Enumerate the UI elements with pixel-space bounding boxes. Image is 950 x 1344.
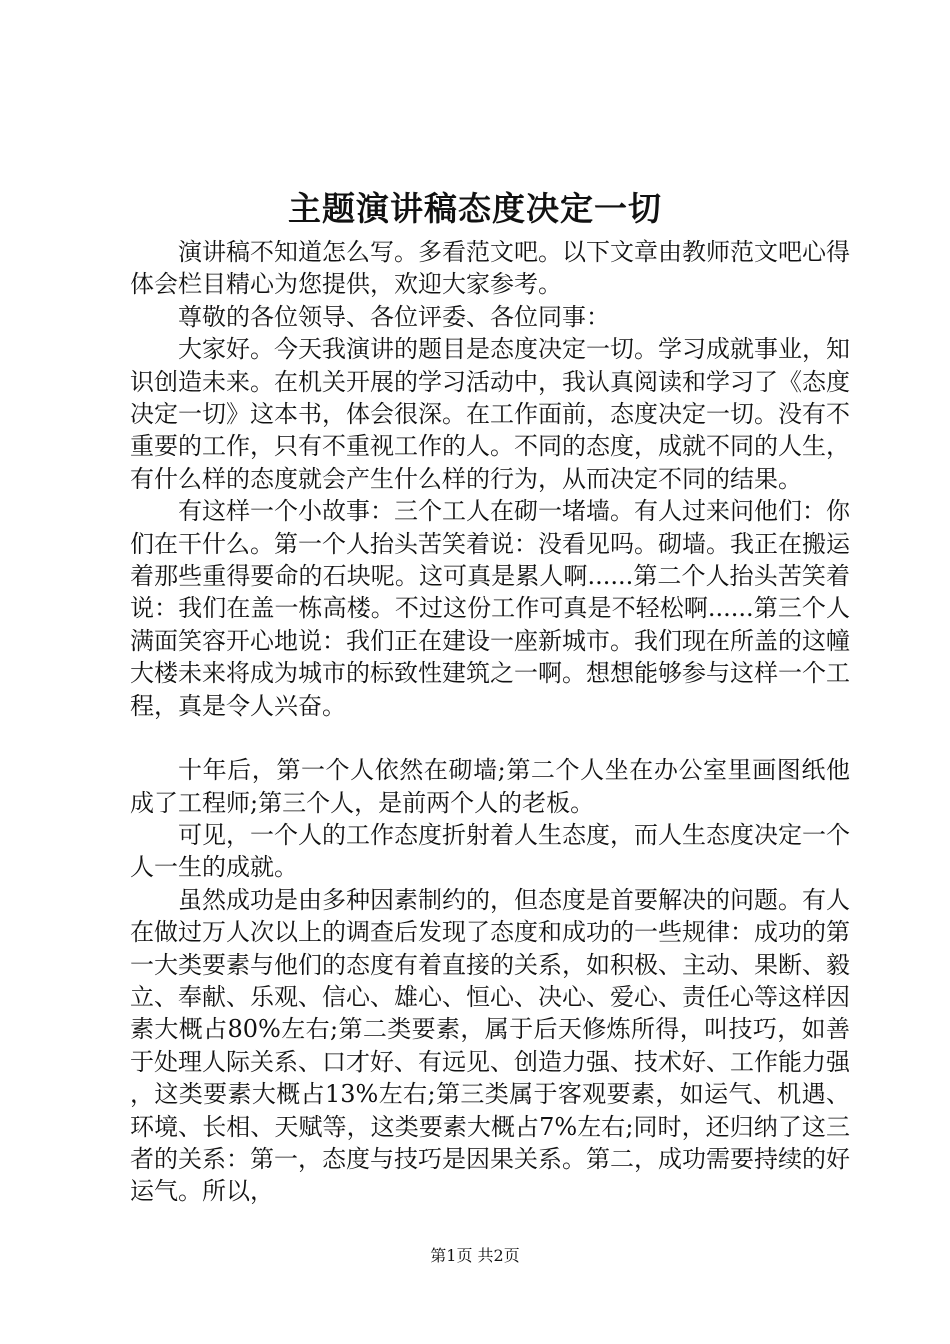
document-body [130, 236, 850, 1208]
document-title: 主题演讲稿态度决定一切 [288, 189, 662, 228]
paragraph-gap [130, 722, 850, 754]
paragraph-success-factors: 虽然成功是由多种因素制约的，但态度是首要解决的问题。有人在做过万人次以上的调查后发现了态度和成功的一些规律：成功的第一大类要素与他们的态度有着直接的关系，如积极、主动、果断、毅立、奉献、乐观、信心、雄心、恒心、决心、爱心、责任心等这样因素大概占80%左右;第二类要素，属于后天修炼所得，叫技巧，如善于处理人际关系、口才好、有远见、创造力强、技术好、工作能力强，这类要素大概占13%左右;第三类属于客观要素，如运气、机遇、环境、长相、天赋等，这类要素大概占7%左右;同时，还归纳了这三者的关系：第一，态度与技巧是因果关系。第二，成功需要持续的好运气。所以， [130, 885, 850, 1206]
paragraph-salutation: 尊敬的各位领导、各位评委、各位同事： [178, 302, 610, 331]
page-footer: 第1页 共2页 [430, 1246, 520, 1265]
paragraph-conclusion: 可见，一个人的工作态度折射着人生态度，而人生态度决定一个人一生的成就。 [130, 820, 850, 882]
paragraph-greeting: 大家好。今天我演讲的题目是态度决定一切。学习成就事业，知识创造未来。在机关开展的学习活动中，我认真阅读和学习了《态度决定一切》这本书，体会很深。在工作面前，态度决定一切。没有不重要的工作，只有不重视工作的人。不同的态度，成就不同的人生，有什么样的态度就会产生什么样的行为，从而决定不同的结果。 [130, 335, 850, 493]
paragraph-ten-years-later: 十年后，第一个人依然在砌墙;第二个人坐在办公室里画图纸他成了工程师;第三个人，是前两个人的老板。 [130, 756, 850, 817]
paragraph-intro: 演讲稿不知道怎么写。多看范文吧。以下文章由教师范文吧心得体会栏目精心为您提供，欢迎大家参考。 [130, 238, 850, 299]
paragraph-story: 有这样一个小故事：三个工人在砌一堵墙。有人过来问他们：你们在干什么。第一个人抬头苦笑着说：没看见吗。砌墙。我正在搬运着那些重得要命的石块呢。这可真是累人啊......第二个人抬头苦笑着说：我们在盖一栋高楼。不过这份工作可真是不轻松啊......第三个人满面笑容开心地说：我们正在建设一座新城市。我们现在所盖的这幢大楼未来将成为城市的标致性建筑之一啊。想想能够参与这样一个工程，真是令人兴奋。 [130, 497, 850, 720]
